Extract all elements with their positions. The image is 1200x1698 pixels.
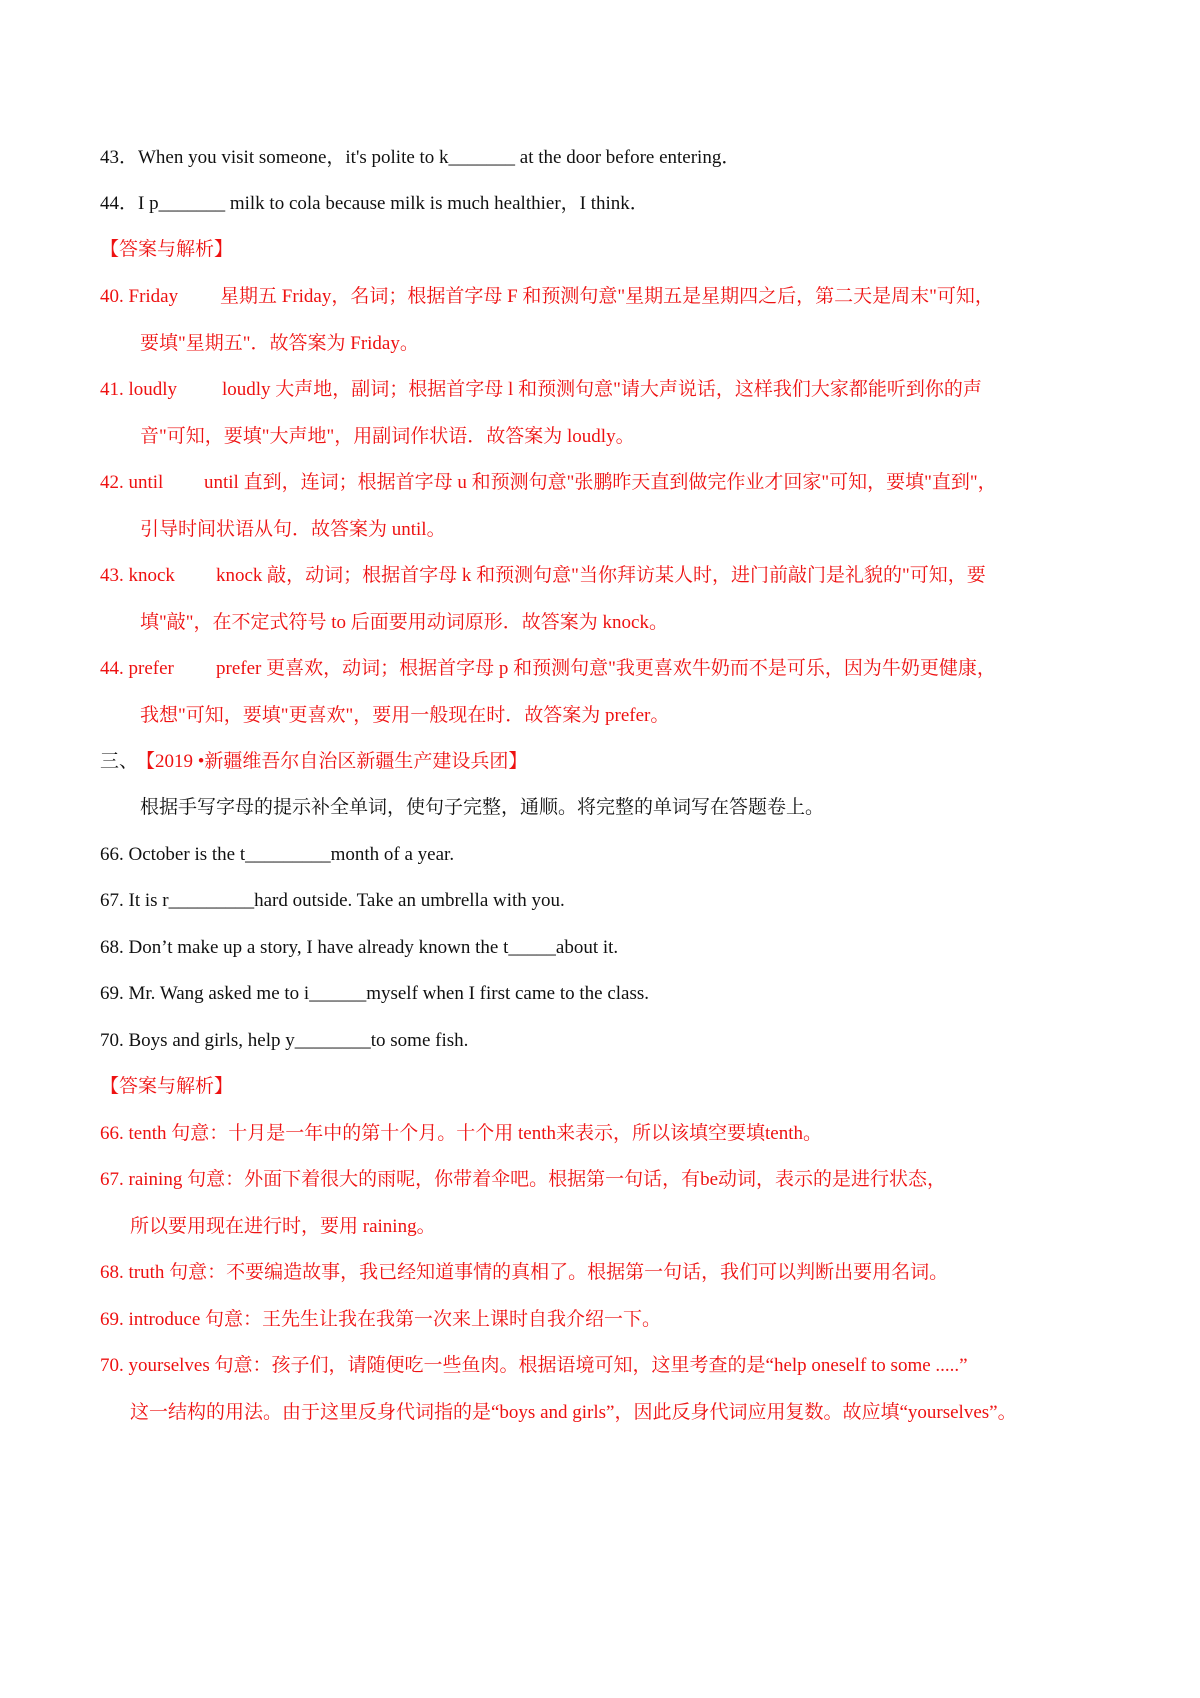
answer-44-line1: prefer 更喜欢，动词；根据首字母 p 和预测句意"我更喜欢牛奶而不是可乐，因为牛奶更健康， [216,658,996,679]
answer-41-line1: loudly 大声地，副词；根据首字母 l 和预测句意"请大声说话，这样我们大家都能听到你的声 [222,379,982,400]
answer-69: 69. introduce 句意：王先生让我在我第一次来上课时自我介绍一下。 [100,1309,662,1330]
answer-40-line2: 要填"星期五"．故答案为 Friday。 [140,333,419,354]
question-66: 66. October is the t_________month of a year. [100,844,455,865]
answers-heading-2: 【答案与解析】 [100,1076,234,1097]
question-67: 67. It is r_________hard outside. Take an umbrella with you. [100,890,565,911]
answer-42-line1: until 直到，连词；根据首字母 u 和预测句意"张鹏昨天直到做完作业才回家"可知，要填"直到"， [204,472,997,493]
answer-41-number: 41. loudly [100,379,178,400]
answer-66: 66. tenth 句意：十月是一年中的第十个月。十个用 tenth来表示，所以该填空要填tenth。 [100,1123,822,1144]
answer-43-line2: 填"敲"，在不定式符号 to 后面要用动词原形．故答案为 knock。 [140,612,668,633]
question-70: 70. Boys and girls, help y________to some fish. [100,1030,469,1051]
section-3-instruction: 根据手写字母的提示补全单词，使句子完整，通顺。将完整的单词写在答题卷上。 [140,797,825,818]
answers-heading-1: 【答案与解析】 [100,239,234,260]
question-43: 43．When you visit someone，it's polite to k_______ at the door before entering． [100,147,741,168]
question-69: 69. Mr. Wang asked me to i______myself when I first came to the class. [100,983,650,1004]
answer-40-number: 40. Friday [100,286,179,307]
answer-70-line2: 这一结构的用法。由于这里反身代词指的是“boys and girls”，因此反身代词应用复数。故应填“yourselves”。 [130,1402,1017,1423]
answer-43-line1: knock 敲，动词；根据首字母 k 和预测句意"当你拜访某人时，进门前敲门是礼貌的"可知，要 [216,565,986,586]
answer-68: 68. truth 句意：不要编造故事，我已经知道事情的真相了。根据第一句话，我们可以判断出要用名词。 [100,1262,949,1283]
answer-67-line1: 67. raining 句意：外面下着很大的雨呢，你带着伞吧。根据第一句话，有be动词，表示的是进行状态， [100,1169,947,1190]
answer-70-line1: 70. yourselves 句意：孩子们，请随便吃一些鱼肉。根据语境可知，这里考查的是“help oneself to some .....” [100,1355,968,1376]
question-44: 44．I p_______ milk to cola because milk is much healthier，I think． [100,193,649,214]
answer-42-number: 42. until [100,472,164,493]
answer-44-line2: 我想"可知，要填"更喜欢"，要用一般现在时．故答案为 prefer。 [140,705,670,726]
answer-67-line2: 所以要用现在进行时，要用 raining。 [130,1216,436,1237]
question-68: 68. Don’t make up a story, I have already known the t_____about it. [100,937,619,958]
section-3-title: 【2019 •新疆维吾尔自治区新疆生产建设兵团】 [136,751,528,772]
answer-41-line2: 音"可知，要填"大声地"，用副词作状语．故答案为 loudly。 [140,426,635,447]
answer-40-line1: 星期五 Friday，名词；根据首字母 F 和预测句意"星期五是星期四之后，第二天是周末"可知， [220,286,994,307]
answer-42-line2: 引导时间状语从句．故答案为 until。 [140,519,446,540]
section-3-prefix: 三、 [100,751,139,772]
answer-43-number: 43. knock [100,565,175,586]
answer-44-number: 44. prefer [100,658,174,679]
